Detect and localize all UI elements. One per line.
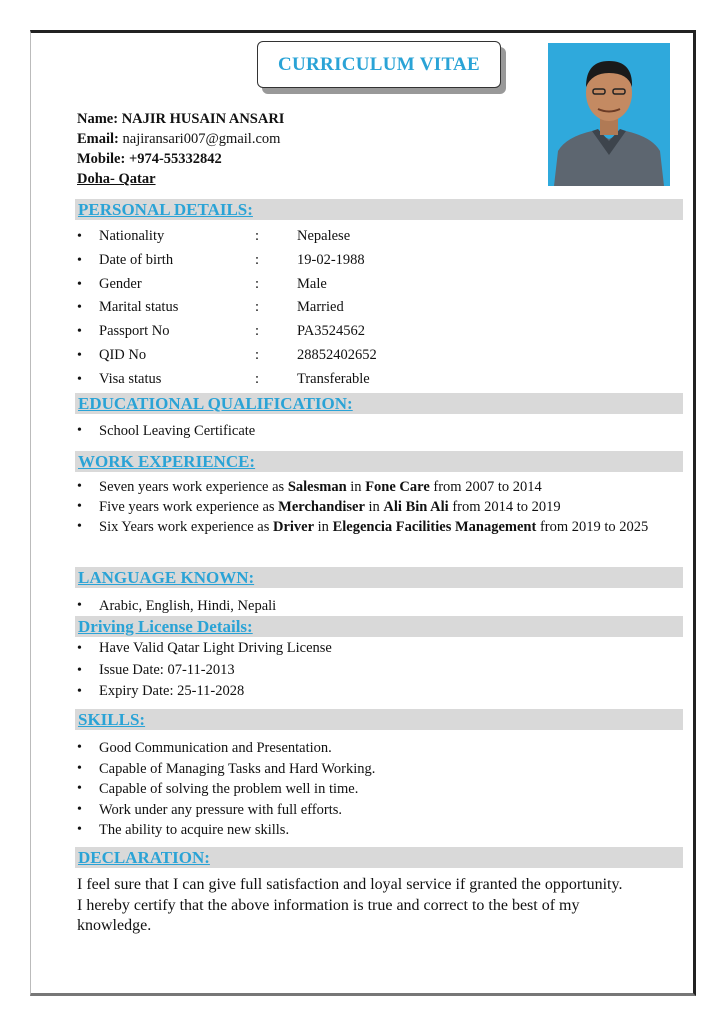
section-heading: DECLARATION: <box>78 848 210 867</box>
text: from 2019 to 2025 <box>536 519 649 535</box>
language-list <box>77 595 276 617</box>
text: from 2007 to 2014 <box>429 479 542 495</box>
resume-page <box>30 30 696 996</box>
field-label: Date of birth <box>99 251 174 268</box>
separator: : <box>255 346 260 363</box>
company-name: Ali Bin Ali <box>383 499 449 515</box>
list-item <box>77 344 377 368</box>
text: from 2014 to 2019 <box>448 499 561 515</box>
company-name: Fone Care <box>365 479 430 495</box>
name-label: Name: <box>77 111 119 127</box>
driving-license-header <box>75 616 683 637</box>
list-item: • Arabic, English, Hindi, Nepali <box>77 595 276 617</box>
work-experience-header <box>75 451 683 472</box>
text: in <box>346 479 366 495</box>
separator: : <box>255 299 260 316</box>
education-list <box>77 420 255 442</box>
name-row <box>77 109 284 129</box>
list-item <box>77 497 667 517</box>
section-heading: LANGUAGE KNOWN: <box>78 568 255 587</box>
language-header <box>75 567 683 588</box>
section-heading: EDUCATIONAL QUALIFICATION: <box>78 394 353 413</box>
location: Doha- Qatar <box>77 171 156 187</box>
profile-photo <box>548 43 670 186</box>
section-heading: Driving License Details: <box>78 617 253 636</box>
email-value: najiransari007@gmail.com <box>122 131 281 147</box>
list-item <box>77 296 377 320</box>
list-item <box>77 517 667 537</box>
section-heading: PERSONAL DETAILS: <box>78 200 253 219</box>
section-heading: SKILLS: <box>78 710 146 729</box>
list-item: • School Leaving Certificate <box>77 420 255 442</box>
text: Six Years work experience as <box>99 519 273 535</box>
field-label: Passport No <box>99 323 170 340</box>
education-header <box>75 393 683 414</box>
mobile-value: +974-55332842 <box>128 151 222 167</box>
section-heading: WORK EXPERIENCE: <box>78 452 256 471</box>
mobile-label: Mobile: <box>77 151 126 167</box>
field-label: Marital status <box>99 299 179 316</box>
text: Five years work experience as <box>99 499 279 515</box>
list-item <box>77 368 377 392</box>
separator: : <box>255 251 260 268</box>
field-value: Transferable <box>297 370 370 387</box>
declaration-line: I feel sure that I can give full satisfaction and loyal service if granted the opportunity. <box>77 876 623 893</box>
separator: : <box>255 228 260 244</box>
list-item: • Capable of solving the problem well in time. <box>77 779 375 800</box>
list-item <box>77 320 377 344</box>
field-label: Gender <box>99 275 142 292</box>
separator: : <box>255 323 260 340</box>
list-item: • Expiry Date: 25-11-2028 <box>77 681 332 703</box>
list-item: • Issue Date: 07-11-2013 <box>77 660 332 682</box>
list-item <box>77 273 377 297</box>
job-role: Driver <box>272 519 315 535</box>
skills-list <box>77 738 375 841</box>
field-value: Male <box>297 275 327 292</box>
text: in <box>364 499 384 515</box>
field-label: QID No <box>99 346 147 363</box>
declaration-text <box>77 875 657 937</box>
driving-license-list <box>77 638 332 703</box>
cv-title: CURRICULUM VITAE <box>257 41 501 88</box>
declaration-header <box>75 847 683 868</box>
contact-block <box>77 109 284 189</box>
personal-details-header <box>75 199 683 220</box>
personal-details-list <box>77 225 377 392</box>
list-item: • Good Communication and Presentation. <box>77 738 375 759</box>
field-value: 28852402652 <box>297 346 377 363</box>
separator: : <box>255 370 260 387</box>
work-experience-list <box>77 477 667 537</box>
list-item: • Capable of Managing Tasks and Hard Working. <box>77 759 375 780</box>
name-value: NAJIR HUSAIN ANSARI <box>121 111 285 127</box>
job-role: Salesman <box>287 479 347 495</box>
email-row <box>77 129 284 149</box>
list-item: • Work under any pressure with full efforts. <box>77 800 375 821</box>
separator: : <box>255 275 260 292</box>
text: Seven years work experience as <box>99 479 288 495</box>
company-name: Elegencia Facilities Management <box>332 519 537 535</box>
field-value: Married <box>297 299 344 316</box>
field-value: Nepalese <box>297 228 351 244</box>
field-label: Nationality <box>99 228 165 244</box>
list-item: • The ability to acquire new skills. <box>77 820 375 841</box>
skills-header <box>75 709 683 730</box>
field-value: 19-02-1988 <box>297 251 365 268</box>
declaration-line: I hereby certify that the above information is true and correct to the best of my knowledge. <box>77 896 580 934</box>
field-value: PA3524562 <box>297 323 365 340</box>
job-role: Merchandiser <box>278 499 365 515</box>
list-item <box>77 225 377 249</box>
list-item <box>77 249 377 273</box>
person-portrait-icon <box>548 43 670 186</box>
mobile-row <box>77 149 284 169</box>
text: in <box>314 519 333 535</box>
email-label: Email: <box>77 131 119 147</box>
list-item: • Have Valid Qatar Light Driving License <box>77 638 332 660</box>
field-label: Visa status <box>99 370 162 387</box>
list-item <box>77 477 667 497</box>
